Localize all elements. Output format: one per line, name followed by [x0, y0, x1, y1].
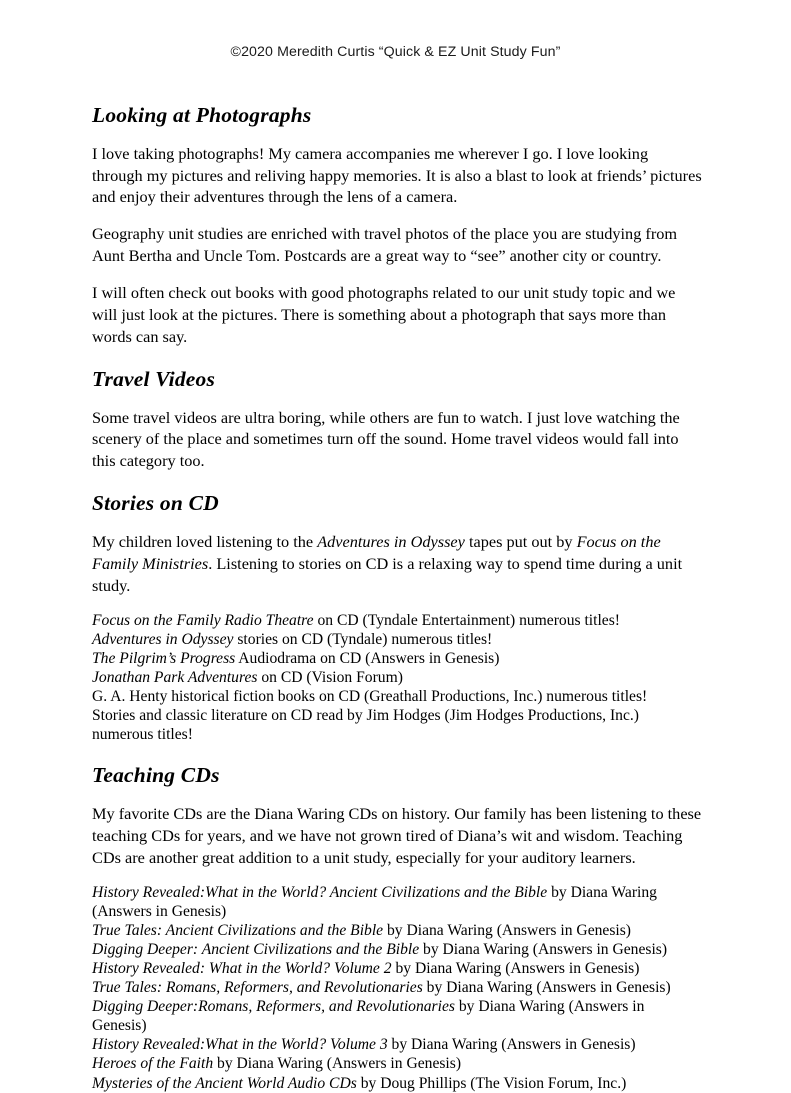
text-run: by Diana Waring (Answers in Genesis) [92, 883, 657, 920]
cd-title-list [92, 611, 702, 745]
section-travel-videos [92, 368, 702, 472]
text-run: on CD (Tyndale Entertainment) numerous titles! [313, 611, 620, 629]
paragraph: My favorite CDs are the Diana Waring CDs on history. Our family has been listening to these teaching CDs for years, and we have not grown tired of Diana’s wit and wisdom. Teaching CDs are another great addition to a unit study, especially for your auditory learners. [92, 803, 702, 867]
paragraph: Geography unit studies are enriched with travel photos of the place you are studying from Aunt Bertha and Uncle Tom. Postcards are a great way to “see” another city or country. [92, 224, 678, 266]
title-italic: History Revealed:What in the World? Volume 3 [92, 1036, 388, 1054]
list-item [92, 668, 702, 687]
text-run: by Diana Waring (Answers in Genesis) [213, 1055, 462, 1073]
section-stories-on-cd [92, 492, 702, 744]
title-italic: Digging Deeper:Romans, Reformers, and Revolutionaries [92, 998, 455, 1016]
list-item [92, 883, 702, 921]
list-item [92, 649, 702, 668]
spacer [92, 869, 702, 883]
spacer [92, 744, 702, 764]
title-italic: Adventures in Odyssey [317, 531, 465, 551]
section-looking-at-photographs [92, 104, 702, 348]
paragraph: I love taking photographs! My camera accompanies me wherever I go. I love looking through my pictures and reliving happy memories. It is also a blast to look at friends’ pictures and enjoy their adventures through the lens of a camera. [92, 143, 702, 207]
text-run: on CD (Vision Forum) [257, 668, 403, 686]
text-run: tapes put out by [464, 531, 577, 551]
title-italic: Focus on the Family Ministries [92, 531, 661, 573]
list-item [92, 940, 702, 959]
text-run: Audiodrama on CD (Answers in Genesis) [235, 649, 500, 667]
section-heading: Travel Videos [92, 366, 216, 391]
text-run: by Diana Waring (Answers in Genesis) [391, 960, 640, 977]
text-run: stories on CD (Tyndale) numerous titles! [233, 630, 493, 648]
list-item [92, 1035, 702, 1054]
spacer [92, 267, 702, 282]
list-item [92, 997, 702, 1035]
title-italic: Adventures in Odyssey [92, 630, 234, 648]
list-item [92, 611, 702, 630]
list-item [92, 1074, 702, 1093]
list-item [92, 706, 702, 744]
title-italic: Focus on the Family Radio Theatre [92, 611, 314, 629]
list-item [92, 921, 702, 940]
text-run: by Diana Waring (Answers in Genesis) [92, 998, 645, 1035]
teaching-cd-title-list [92, 883, 702, 1093]
section-heading: Stories on CD [92, 491, 219, 516]
text-run: G. A. Henty historical fiction books on CD (Greathall Productions, Inc.) numerous titles! [92, 687, 648, 705]
title-italic: The Pilgrim’s Progress [92, 649, 236, 667]
title-italic: True Tales: Ancient Civilizations and the Bible [92, 921, 384, 939]
list-item [92, 959, 702, 978]
title-italic: History Revealed:What in the World? Ancient Civilizations and the Bible [92, 883, 548, 901]
text-run: by Diana Waring (Answers in Genesis) [383, 921, 631, 939]
section-teaching-cds [92, 764, 702, 1092]
text-run: . Listening to stories on CD is a relaxing way to spend time during a unit study. [92, 553, 683, 595]
paragraph: I will often check out books with good photographs related to our unit study topic and we will just look at the pictures. There is something about a photograph that says more than words can say. [92, 283, 676, 346]
spacer [92, 128, 702, 143]
title-italic: Heroes of the Faith [92, 1055, 214, 1073]
text-run: by Doug Phillips (The Vision Forum, Inc.) [356, 1074, 627, 1092]
title-italic: True Tales: Romans, Reformers, and Revolutionaries [92, 979, 423, 997]
spacer [92, 208, 702, 223]
paragraph [92, 531, 702, 597]
paragraph: Some travel videos are ultra boring, while others are fun to watch. I just love watching the scenery of the place and sometimes turn off the sound. Home travel videos would fall into this category too. [92, 407, 680, 471]
title-italic: Mysteries of the Ancient World Audio CDs [92, 1074, 357, 1092]
spacer [92, 348, 702, 368]
list-item [92, 630, 702, 649]
section-heading: Looking at Photographs [92, 103, 312, 127]
title-italic: Jonathan Park Adventures [92, 668, 258, 686]
running-head-copyright: ©2020 Meredith Curtis “Quick & EZ Unit Study Fun” [230, 44, 561, 60]
spacer [92, 788, 702, 803]
text-run: Stories and classic literature on CD read by Jim Hodges (Jim Hodges Productions, Inc.) numerous titles! [92, 707, 639, 744]
list-item [92, 687, 702, 706]
title-italic: History Revealed: What in the World? Volume 2 [92, 960, 392, 977]
title-italic: Digging Deeper: Ancient Civilizations and the Bible [92, 940, 420, 958]
list-item [92, 1054, 702, 1073]
list-item [92, 978, 702, 997]
spacer [92, 472, 702, 492]
text-run: My children loved listening to the [92, 531, 318, 551]
spacer [92, 392, 702, 407]
text-run: by Diana Waring (Answers in Genesis) [419, 940, 668, 958]
document-body [92, 104, 702, 1093]
spacer [92, 597, 702, 611]
text-run: by Diana Waring (Answers in Genesis) [387, 1036, 636, 1054]
section-heading: Teaching CDs [92, 763, 220, 788]
spacer [92, 516, 702, 531]
text-run: by Diana Waring (Answers in Genesis) [422, 979, 671, 997]
